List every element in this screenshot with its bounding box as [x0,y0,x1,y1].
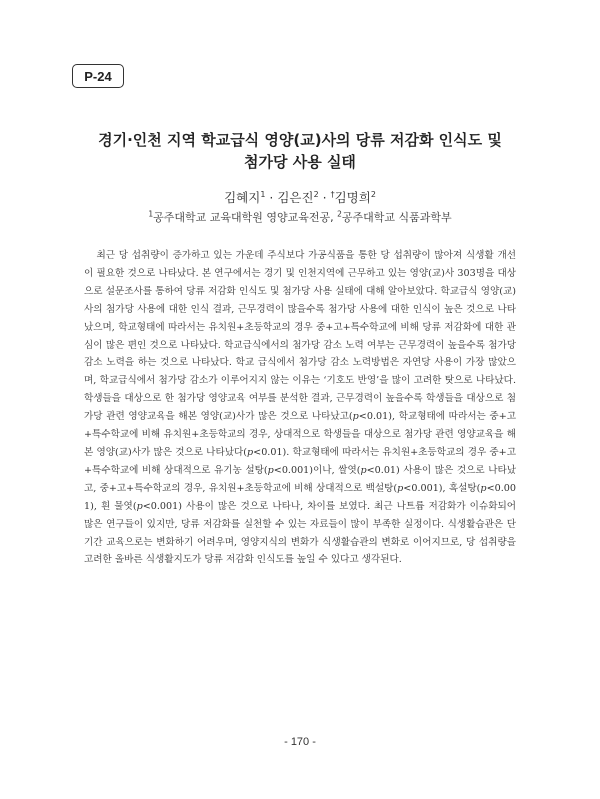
abstract-text: <0.01), 학교형태에 따라서는 중+고+특수학교에 비해 유치원+초등학교의 경우, 상대적으로 학생들을 대상으로 첨가당 관련 영양교육을 해본 영양(교)사가 많은 것으로 나타났다( [84,411,516,458]
abstract-text: <0.001)이나, 쌀엿( [273,464,361,476]
abstract-text: <0.01) 사용이 많은 것으로 나타났고, 중+고+특수학교의 경우, 유치원+초등학교에 비해 상대적으로 백설탕( [84,464,516,494]
affiliations [70,210,530,226]
p-value-symbol: p [352,411,359,423]
author-2-affil-mark: 2 [313,189,319,199]
title-line-2: 첨가당 사용 실태 [244,153,356,171]
poster-id-label: P-24 [84,68,112,84]
p-value-symbol: p [397,482,404,494]
abstract-text: <0.001), 흰 물엿( [84,482,516,512]
author-separator: · [265,190,278,205]
author-list [70,189,530,207]
abstract-text: <0.01). 학교형태에 따라서는 유치원+초등학교의 경우 중+고+특수학교에 비해 상대적으로 유기농 설탕( [84,446,516,476]
author-separator: · [318,190,331,205]
author-1-affil-mark: 1 [260,189,266,199]
p-value-symbol: p [360,464,367,476]
p-value-symbol: p [136,500,143,512]
abstract-text: <0.001) 사용이 많은 것으로 나타나, 차이를 보였다. 최근 나트륨 저감화가 이슈화되어 많은 연구들이 있지만, 당류 저감화를 실천할 수 있는 자료들이 많이 부족한 실정이다. 식생활습관은 단기간 교육으로는 변화하기 어려우며, 영양지식의 변화가 식생활습관의 변화로 이어지므로, 당 섭취량을 고려한 올바른 식생활지도가 당류 저감화 인식도를 높일 수 있다고 생각된다. [84,500,516,566]
paper-title [70,129,530,173]
author-3-affil-mark: 2 [370,189,376,199]
author-1-name: 김혜지 [224,190,261,205]
p-value-symbol: p [247,446,254,458]
author-2-name: 김은진 [277,190,314,205]
author-3-name: 김명희 [334,190,371,205]
affiliation-1-text: 공주대학교 교육대학원 영양교육전공, [153,211,338,224]
page-number: - 170 - [284,736,316,748]
affiliation-1-mark: 1 [148,209,154,219]
title-line-1: 경기·인천 지역 학교급식 영양(교)사의 당류 저감화 인식도 및 [98,131,502,149]
p-value-symbol: p [480,482,487,494]
abstract-body [84,247,516,569]
affiliation-2-text: 공주대학교 식품과학부 [341,211,452,224]
p-value-symbol: p [267,464,274,476]
poster-id-badge [72,64,124,88]
corresponding-author-mark: † [330,189,335,199]
abstract-text: <0.001), 흑설탕( [403,482,481,494]
affiliation-2-mark: 2 [337,209,342,219]
abstract-text: 최근 당 섭취량이 증가하고 있는 가운데 주식보다 가공식품을 통한 당 섭취량이 많아져 식생활 개선이 필요한 것으로 나타났다. 본 연구에서는 경기 및 인천지역에 근무하고 있는 영양(교)사 303명을 대상으로 설문조사를 통하여 당류 저감화 인식도 및 첨가당 사용 실태에 대해 알아보았다. 학교급식 영양(교)사의 첨가당 사용에 대한 인식 결과, 근무경력이 많을수록 첨가당 사용에 대한 인식이 높은 것으로 나타났으며, 학교형태에 따라서는 유치원+초등학교의 경우 중+고+특수학교에 비해 당류 저감화에 대한 관심이 많은 편인 것으로 나타났다. 학교급식에서의 첨가당 감소 노력 여부는 근무경력이 높을수록 첨가당 감소 노력을 하는 것으로 나타났다. 학교 급식에서 첨가당 감소 노력방법은 자연당 사용이 가장 많았으며, 학교급식에서 첨가당 감소가 이루어지지 않는 이유는 ‘기호도 반영’을 많이 고려한 탓으로 나타났다. 학생들을 대상으로 한 첨가당 영양교육 여부를 분석한 결과, 근무경력이 높을수록 학생들을 대상으로 첨가당 관련 영양교육을 해본 영양(교)사가 많은 것으로 나타났고( [84,250,516,423]
